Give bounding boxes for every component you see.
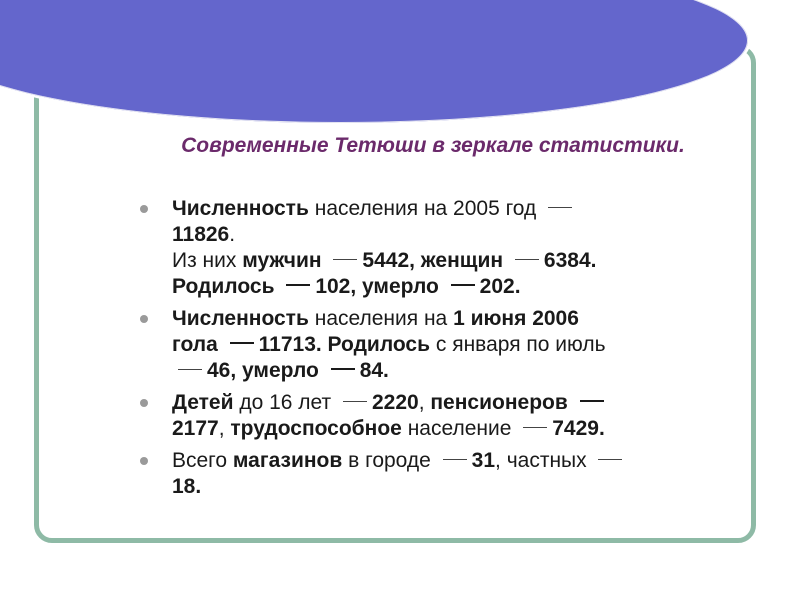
bullet-line bbox=[172, 274, 740, 300]
bullet-line bbox=[172, 474, 740, 500]
dash-mark bbox=[598, 459, 622, 460]
bold-text: мужчин bbox=[242, 249, 328, 272]
bold-text: 11713. Родилось bbox=[258, 333, 431, 356]
bullet-item bbox=[140, 448, 740, 500]
bold-text: гола bbox=[172, 333, 224, 356]
bold-text: 102, умерло bbox=[315, 275, 445, 298]
bullet-list bbox=[140, 196, 740, 506]
bullet-dot-icon bbox=[140, 457, 148, 465]
bold-text: 18. bbox=[172, 475, 202, 498]
bold-text: Численность bbox=[172, 307, 309, 330]
dash-mark bbox=[451, 284, 475, 286]
bullet-dot-icon bbox=[140, 399, 148, 407]
bullet-item bbox=[140, 196, 740, 300]
dash-mark bbox=[548, 207, 572, 208]
text: , bbox=[218, 417, 231, 440]
bold-text: 6384. bbox=[543, 249, 597, 272]
bold-text: 2220 bbox=[371, 391, 419, 414]
bold-text: 5442, женщин bbox=[362, 249, 509, 272]
bold-text: 2177 bbox=[172, 417, 219, 440]
bold-text: 1 июня 2006 bbox=[453, 307, 579, 330]
bullet-line bbox=[172, 248, 740, 274]
bullet-line bbox=[172, 358, 740, 384]
bold-text: Родилось bbox=[172, 275, 281, 298]
bullet-line bbox=[172, 448, 740, 474]
text: . bbox=[229, 223, 236, 246]
bullet-line bbox=[172, 306, 740, 332]
bold-text: пенсионеров bbox=[430, 391, 574, 414]
dash-mark bbox=[178, 369, 202, 370]
bold-text: Детей bbox=[172, 391, 234, 414]
bold-text: 46, умерло bbox=[207, 359, 325, 382]
text: с января по июль bbox=[430, 333, 606, 356]
bullet-line bbox=[172, 222, 740, 248]
slide-title: Современные Тетюши в зеркале статистики. bbox=[181, 134, 685, 157]
text: до 16 лет bbox=[233, 391, 337, 414]
bullet-dot-icon bbox=[140, 315, 148, 323]
dash-mark bbox=[333, 259, 357, 260]
dash-mark bbox=[580, 400, 604, 402]
dash-mark bbox=[443, 459, 467, 460]
bold-text: трудоспособное bbox=[230, 417, 402, 440]
text: население bbox=[401, 417, 518, 440]
text: населения на 2005 год bbox=[308, 197, 543, 220]
dash-mark bbox=[343, 401, 367, 402]
bullet-line bbox=[172, 390, 740, 416]
text: в городе bbox=[342, 449, 437, 472]
bold-text: магазинов bbox=[232, 449, 343, 472]
bold-text: Численность bbox=[172, 197, 309, 220]
text: населения на bbox=[308, 307, 454, 330]
text: Из них bbox=[172, 249, 243, 272]
dash-mark bbox=[515, 259, 539, 260]
text: , частных bbox=[495, 449, 593, 472]
bullet-item bbox=[140, 390, 740, 442]
dash-mark bbox=[286, 284, 310, 286]
bold-text: 11826 bbox=[172, 223, 230, 246]
bullet-line bbox=[172, 332, 740, 358]
dash-mark bbox=[230, 342, 254, 344]
bullet-line bbox=[172, 416, 740, 442]
text: , bbox=[418, 391, 431, 414]
bullet-line bbox=[172, 196, 740, 222]
bold-text: 7429. bbox=[552, 417, 605, 440]
text: Всего bbox=[172, 449, 233, 472]
bold-text: 202. bbox=[479, 275, 521, 298]
dash-mark bbox=[523, 427, 547, 428]
bold-text: 84. bbox=[359, 359, 389, 382]
dash-mark bbox=[331, 368, 355, 370]
bullet-dot-icon bbox=[140, 205, 148, 213]
bullet-item bbox=[140, 306, 740, 384]
bold-text: 31 bbox=[471, 449, 496, 472]
